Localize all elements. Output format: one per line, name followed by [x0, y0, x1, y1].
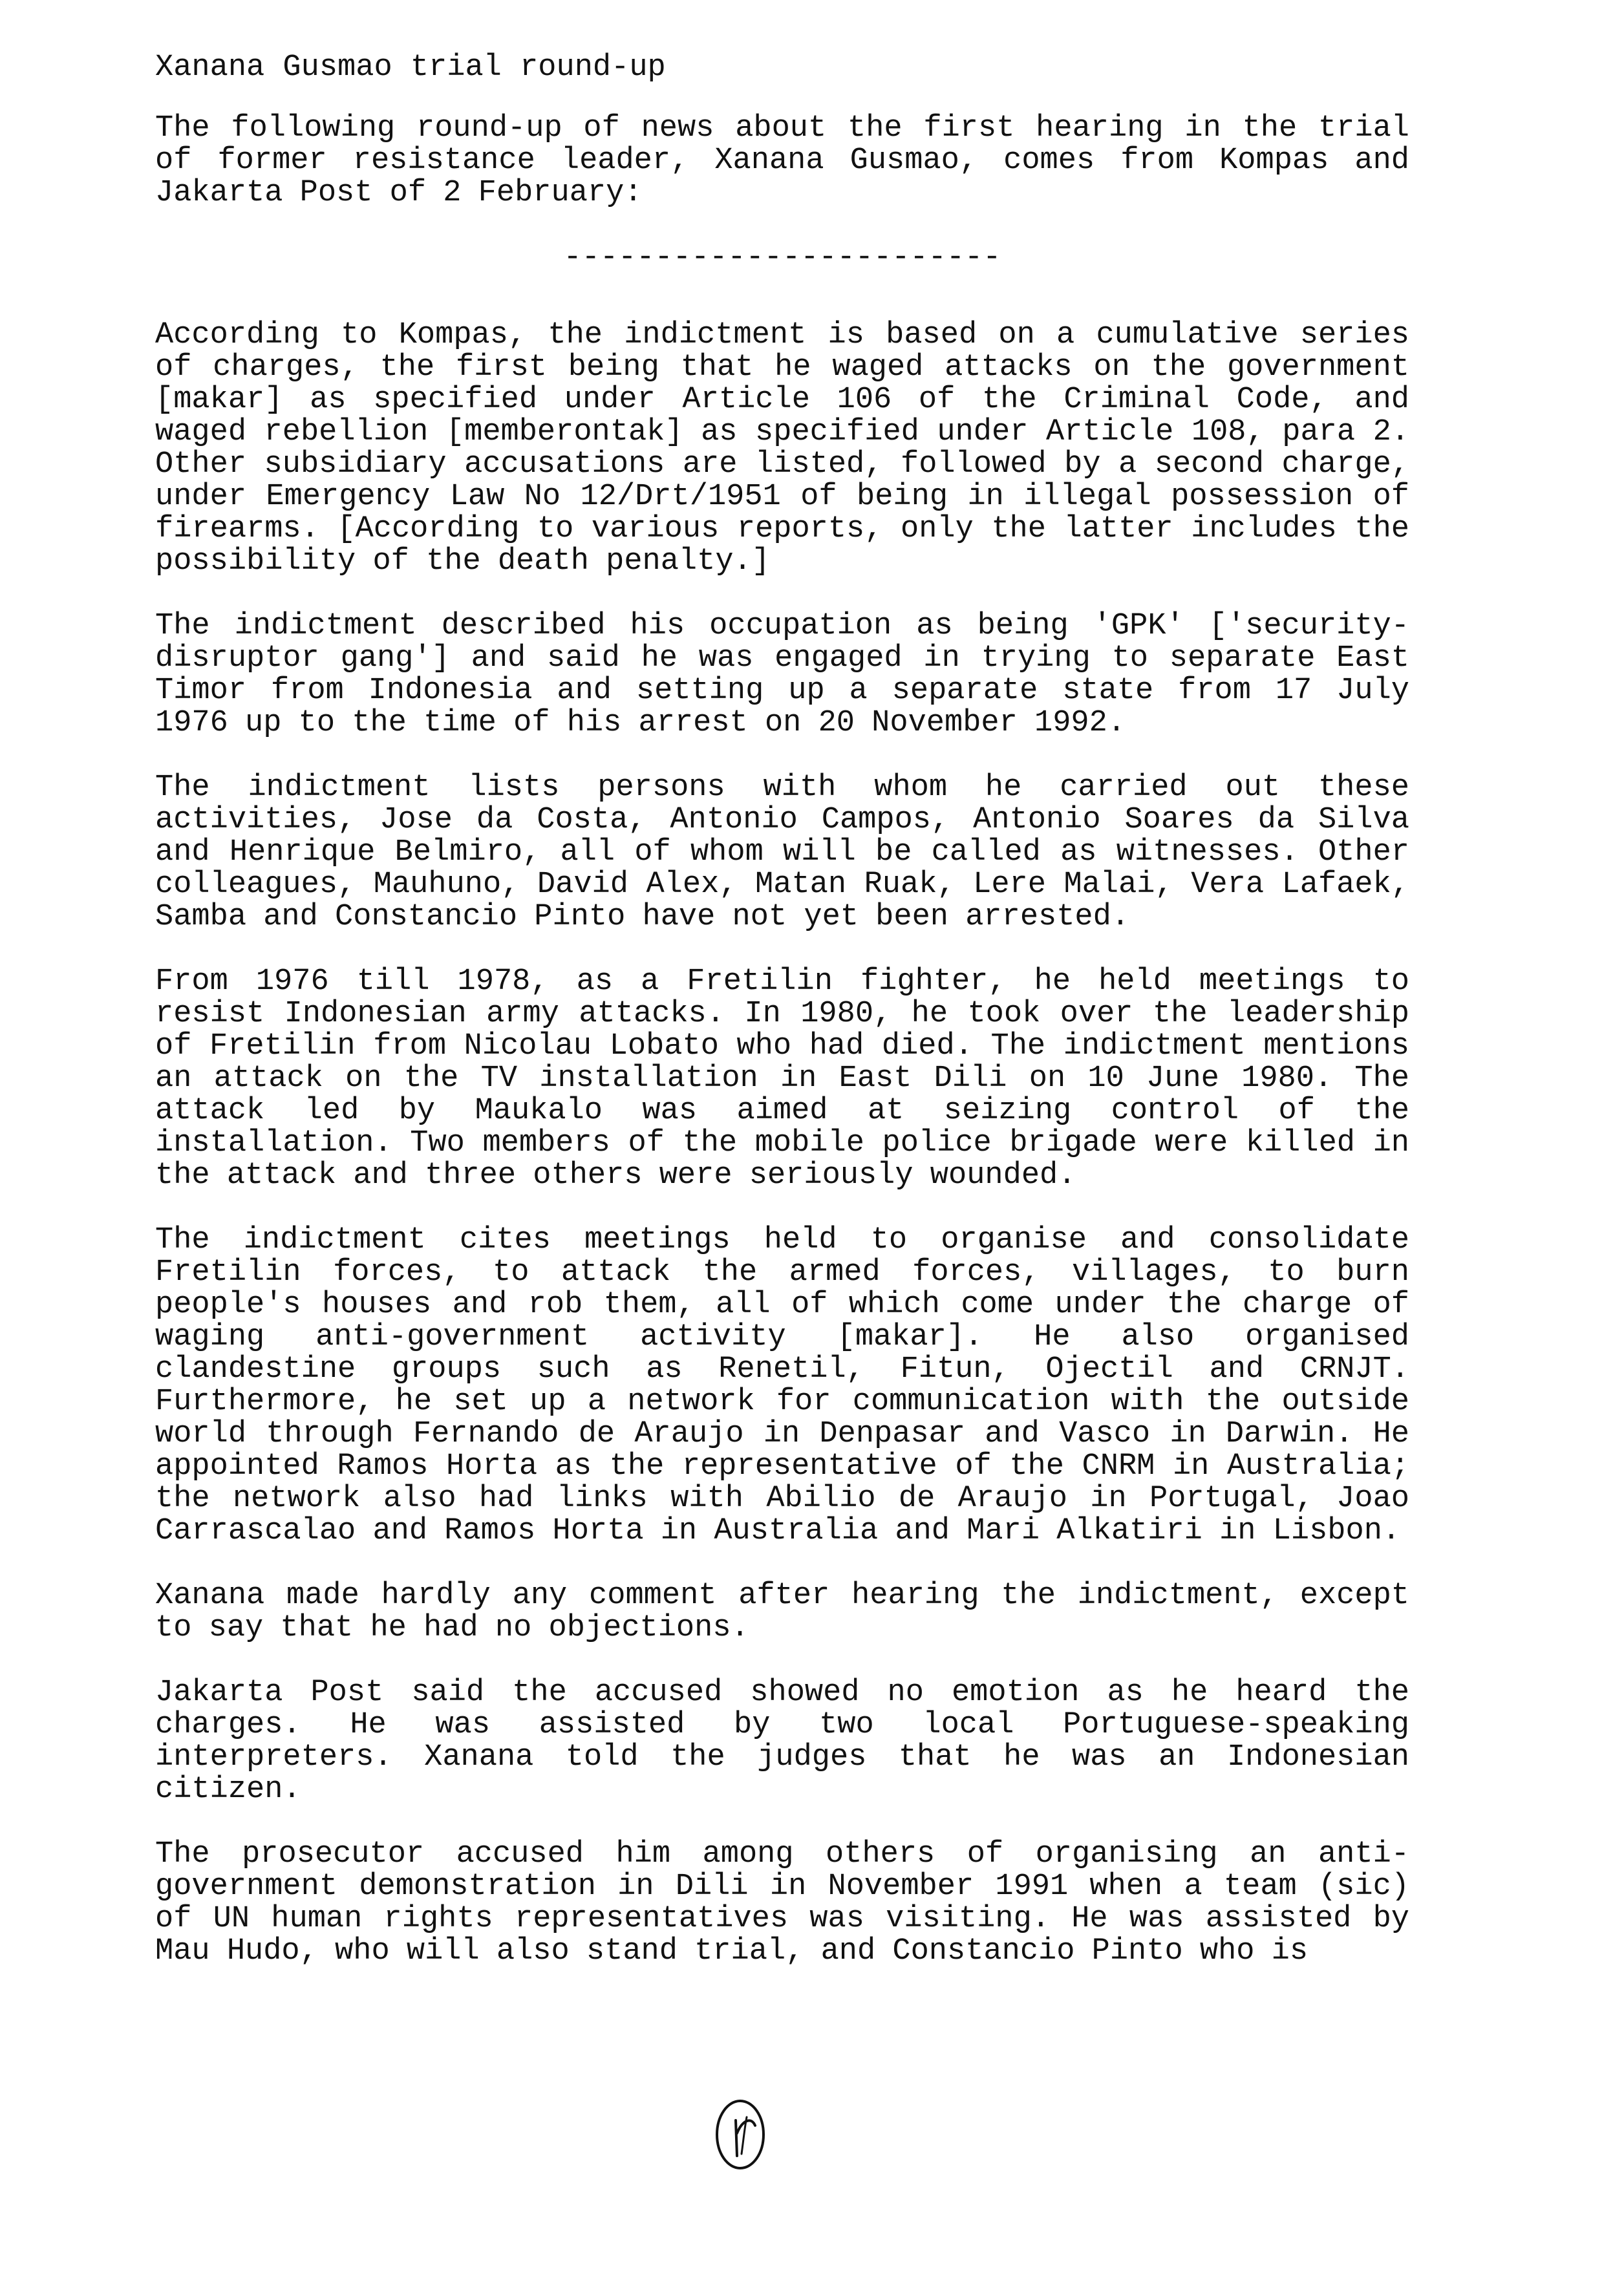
section-separator: ------------------------: [563, 240, 1001, 275]
paragraph-meetings: The indictment cites meetings held to organise and consolidate Fretilin forces, to attack the armed forces, villages, to burn people's houses and rob them, all of which come under the charge of waging anti-government activity [makar]. He also organised clandestine groups such as Renetil, Fitun, Ojectil and CRNJT. Furthermore, he set up a network for communication with the outside world through Fernando de Araujo in Denpasar and Vasco in Darwin. He appointed Ramos Horta as the representative of the CNRM in Australia; the network also had links with Abilio de Araujo in Portugal, Joao Carrascalao and Ramos Horta in Australia and Mari Alkatiri in Lisbon.: [155, 1223, 1409, 1548]
paragraph-jakarta-post: Jakarta Post said the accused showed no emotion as he heard the charges. He was assisted by two local Portuguese-speaking interpreters. Xanana told the judges that he was an Indonesian citizen.: [155, 1676, 1409, 1807]
paragraph-occupation: The indictment described his occupation as being 'GPK' ['security-disruptor gang'] and said he was engaged in trying to separate East Timor from Indonesia and setting up a separate state from 17 July 1976 up to the time of his arrest on 20 November 1992.: [155, 609, 1409, 740]
handwritten-page-number-mark: [711, 2094, 769, 2172]
intro-paragraph: The following round-up of news about the first hearing in the trial of former resistance leader, Xanana Gusmao, comes from Kompas and Jakarta Post of 2 February:: [155, 111, 1409, 210]
paragraph-comment: Xanana made hardly any comment after hearing the indictment, except to say that he had no objections.: [155, 1579, 1409, 1645]
paragraph-prosecutor: The prosecutor accused him among others of organising an anti-government demonstration in Dili in November 1991 when a team (sic) of UN human rights representatives was visiting. He was assisted by Mau Hudo, who will also stand trial, and Constancio Pinto who is: [155, 1837, 1409, 1968]
paragraph-persons: The indictment lists persons with whom he carried out these activities, Jose da Costa, Antonio Campos, Antonio Soares da Silva and Henrique Belmiro, all of whom will be called as witnesses. Other colleagues, Mauhuno, David Alex, Matan Ruak, Lere Malai, Vera Lafaek, Samba and Constancio Pinto have not yet been arrested.: [155, 771, 1409, 934]
document-page: [155, 52, 1409, 2000]
paragraph-charges: According to Kompas, the indictment is based on a cumulative series of charges, the first being that he waged attacks on the government [makar] as specified under Article 106 of the Criminal Code, and waged rebellion [memberontak] as specified under Article 108, para 2. Other subsidiary accusations are listed, followed by a second charge, under Emergency Law No 12/Drt/1951 of being in illegal possession of firearms. [According to various reports, only the latter includes the possibility of the death penalty.]: [155, 318, 1409, 579]
document-title: Xanana Gusmao trial round-up: [155, 50, 666, 85]
paragraph-history: From 1976 till 1978, as a Fretilin fighter, he held meetings to resist Indonesian army attacks. In 1980, he took over the leadership of Fretilin from Nicolau Lobato who had died. The indictment mentions an attack on the TV installation in East Dili on 10 June 1980. The attack led by Maukalo was aimed at seizing control of the installation. Two members of the mobile police brigade were killed in the attack and three others were seriously wounded.: [155, 964, 1409, 1193]
